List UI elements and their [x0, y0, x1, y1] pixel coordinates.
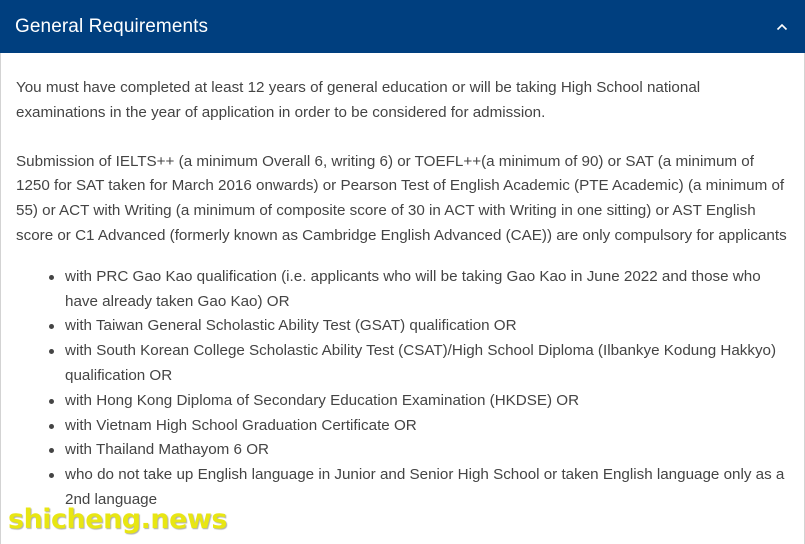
list-item: with PRC Gao Kao qualification (i.e. applicants who will be taking Gao Kao in June 2022 and those who have already taken Gao Kao) OR: [65, 265, 788, 315]
accordion-body: [0, 53, 805, 544]
chevron-up-icon[interactable]: [775, 20, 789, 34]
accordion-title: General Requirements: [15, 16, 209, 37]
list-item: with South Korean College Scholastic Ability Test (CSAT)/High School Diploma (Ilbankye Kodung Hakkyo) qualification OR: [65, 339, 788, 389]
list-item: with Thailand Mathayom 6 OR: [65, 438, 788, 463]
list-item: who do not take up English language in Junior and Senior High School or taken English language only as a 2nd language: [65, 463, 788, 513]
paragraph-education-requirement: You must have completed at least 12 years of general education or will be taking High School national examinations in the year of application in order to be considered for admission.: [16, 79, 701, 121]
paragraph-english-test-requirement: Submission of IELTS++ (a minimum Overall 6, writing 6) or TOEFL++(a minimum of 90) or SAT (a minimum of 1250 for SAT taken for March 2016 onwards) or Pearson Test of English Academic (PTE Academic) (a minimum of 55) or ACT with Writing (a minimum of composite score of 30 in ACT with Writing in one sitting) or AST English score or C1 Advanced (formerly known as Cambridge English Advanced (CAE)) are only compulsory for applicants: [16, 152, 787, 244]
applicant-list: [16, 265, 788, 513]
accordion-header[interactable]: [0, 0, 805, 53]
watermark: shicheng.news: [8, 504, 227, 535]
list-item: with Taiwan General Scholastic Ability Test (GSAT) qualification OR: [65, 314, 788, 339]
list-item: with Hong Kong Diploma of Secondary Education Examination (HKDSE) OR: [65, 389, 788, 414]
list-item: with Vietnam High School Graduation Certificate OR: [65, 414, 788, 439]
